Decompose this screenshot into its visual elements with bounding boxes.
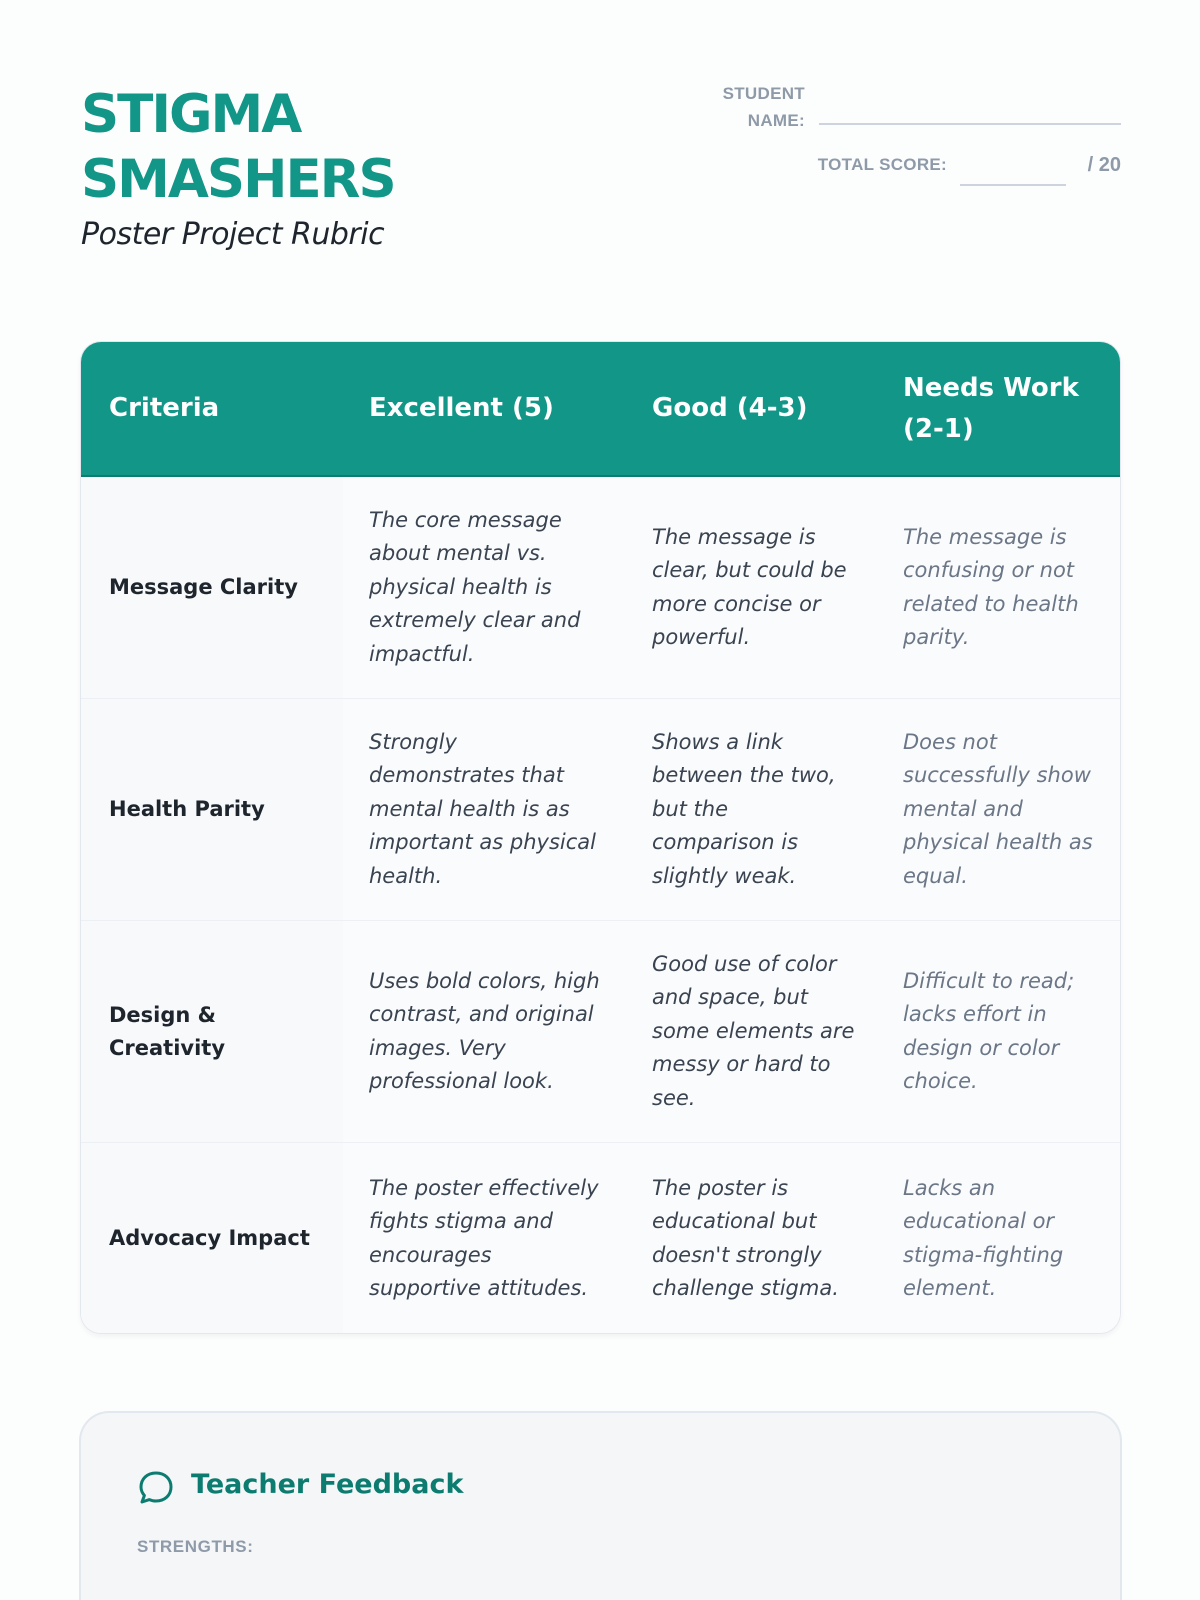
title-line-2: SMASHERS — [81, 149, 395, 210]
table-row — [81, 477, 1120, 699]
teacher-feedback-panel — [81, 1413, 1120, 1600]
criteria-cell: Message Clarity — [109, 575, 298, 599]
excellent-cell: The core message about mental vs. physical health is extremely clear and impactful. — [369, 507, 581, 666]
title-line-1: STIGMA — [81, 84, 301, 145]
rubric-header-row — [81, 342, 1120, 477]
student-name-field[interactable] — [819, 123, 1121, 125]
total-score-label: TOTAL SCORE: — [817, 155, 947, 174]
student-name-label — [700, 80, 805, 134]
criteria-cell: Advocacy Impact — [109, 1226, 310, 1250]
table-row — [81, 921, 1120, 1143]
score-max: / 20 — [1087, 154, 1121, 176]
criteria-cell: Health Parity — [109, 797, 265, 821]
needs-work-cell: Difficult to read; lacks effort in design or color choice. — [903, 968, 1075, 1093]
column-header-criteria: Criteria — [109, 393, 220, 423]
strengths-label: STRENGTHS: — [137, 1537, 254, 1556]
good-cell: The poster is educational but doesn't strongly challenge stigma. — [652, 1175, 839, 1300]
table-row — [81, 1143, 1120, 1333]
column-header-needs-work: Needs Work (2-1) — [903, 372, 1079, 444]
needs-work-cell: Lacks an educational or stigma-fighting element. — [903, 1175, 1064, 1300]
total-score-field[interactable] — [960, 184, 1066, 186]
excellent-cell: Uses bold colors, high contrast, and original images. Very professional look. — [369, 968, 600, 1093]
criteria-cell: Design & Creativity — [109, 1002, 226, 1060]
excellent-cell: Strongly demonstrates that mental health is as important as physical health. — [369, 729, 597, 888]
rubric-table — [81, 342, 1120, 1333]
feedback-title: Teacher Feedback — [191, 1469, 464, 1500]
student-info — [700, 80, 1120, 200]
needs-work-cell: The message is confusing or not related to health parity. — [903, 524, 1079, 649]
chat-bubble-icon — [137, 1469, 175, 1507]
page-subtitle: Poster Project Rubric — [81, 217, 385, 252]
good-cell: Good use of color and space, but some elements are messy or hard to see. — [652, 951, 855, 1110]
column-header-good: Good (4-3) — [652, 393, 808, 423]
student-name-label-line-2: NAME: — [747, 111, 805, 130]
student-name-label-line-1: STUDENT — [722, 84, 805, 103]
page-header — [81, 82, 581, 255]
good-cell: Shows a link between the two, but the comparison is slightly weak. — [652, 729, 836, 888]
good-cell: The message is clear, but could be more concise or powerful. — [652, 524, 847, 649]
excellent-cell: The poster effectively fights stigma and encourages supportive attitudes. — [369, 1175, 599, 1300]
needs-work-cell: Does not successfully show mental and physical health as equal. — [903, 729, 1093, 888]
column-header-excellent: Excellent (5) — [369, 393, 554, 423]
table-row — [81, 699, 1120, 921]
